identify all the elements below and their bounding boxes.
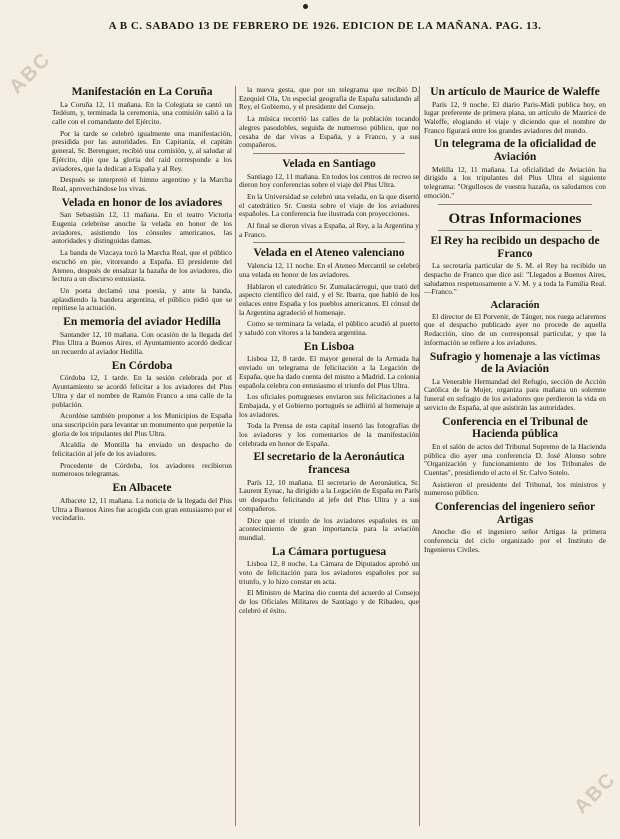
headline: Aclaración [490,300,540,312]
paragraph: Asistieron el presidente del Tribunal, los ministros y numeroso público. [424,479,606,498]
column-1 [52,86,232,831]
paragraph: París 12, 10 mañana. El secretario de Aeronáutica, Sr. Laurent Eynac, ha dirigido a la Legación de España en París un despacho felicitando al jefe del Plus Ultra y a sus compañeros. [239,477,419,513]
paragraph: La Venerable Hermandad del Refugio, sección de Acción Católica de la Mujer, organiza para mañana un solemne funeral en sufragio de los aviadores que perdieron la vida en servicio de España, al que asistirán las autoridades. [424,376,606,412]
paragraph: Lisboa 12, 8 noche. La Cámara de Diputados aprobó un voto de felicitación para los aviadores españoles por su triunfo, y lo hizo constar en acta. [239,559,419,586]
paragraph: La Coruña 12, 11 mañana. En la Colegiata se cantó un Tedéum, y, terminada la ceremonia, una comisión salió a la calle con el comandante del Ejército. [52,99,232,127]
section-headline: Otras Informaciones [448,210,582,227]
headline: Conferencia en el Tribunal de Hacienda pública [442,415,588,441]
paragraph: La banda de Vizcaya tocó la Marcha Real, que el público escuchó en pie, vitoreando a España. El presidente del Ateneo, después de ensalzar la hazaña de los aviadores, dio lectura a un discurso entusiasta. [52,248,232,284]
paragraph: Valencia 12, 11 noche. En el Ateneo Mercantil se celebró una velada en honor de los aviadores. [239,261,419,279]
headline: El Rey ha recibido un despacho de Franco [430,235,600,260]
paragraph: Acordóse también proponer a los Municipios de España una suscripción para levantar un monumento que perpetúe la gloria de los tripulantes del Plus Ultra. [52,411,232,438]
paragraph: Un poeta declamó una poesía, y ante la banda, aplaudiendo la bandera argentina, el público pidió que se repitiese la actuación. [52,285,232,313]
paragraph: Alcaldía de Montilla ha enviado un despacho de felicitación al jefe de los aviadores. [52,440,232,459]
headline: El secretario de la Aeronáutica francesa [253,451,405,477]
column-rule [235,86,236,826]
headline: Un telegrama de la oficialidad de Aviación [434,138,596,164]
paragraph: Melilla 12, 11 mañana. La oficialidad de Aviación ha dirigido a los tripulantes del Plus Ultra el siguiente telegrama: "Orgullosos de vuestra hazaña, os saludamos con emoción." [424,164,606,200]
paragraph: Hablaron el catedrático Sr. Zumalacárregui, que trató del aspecto científico del raid, y el Sr. Ibarra, que habló de los enlaces entre España y los pueblos americanos. El cónsul de la Argentina agradeció el homenaje. [239,281,419,317]
paragraph: Como se terminara la velada, el público acudió al puerto y saludó con vítores a la bandera argentina. [239,319,419,338]
paragraph: Albacete 12, 11 mañana. La noticia de la llegada del Plus Ultra a Buenos Aires fue acogida con gran entusiasmo por el vecindario. [52,495,232,523]
column-2 [239,86,419,831]
paragraph: Al final se dieron vivas a España, al Rey, a la Argentina y a Franco. [239,221,419,239]
watermark-top-left: ABC [5,47,56,99]
paragraph: Lisboa 12, 8 tarde. El mayor general de la Armada ha enviado un telegrama de felicitación a la Legación de España, que ha dado cuenta del mismo a Madrid. La colonia española celebra con entusiasmo el triunfo del Plus Ultra. [239,354,419,390]
headline: Velada en el Ateneo valenciano [253,247,405,260]
separator [438,204,592,205]
page-header: A B C. SABADO 13 DE FEBRERO DE 1926. EDICION DE LA MAÑANA. PAG. 13. [108,20,542,32]
headline: Velada en Santiago [282,157,376,170]
separator [253,153,405,154]
paragraph: Santiago 12, 11 mañana. En todos los centros de recreo se dieron hoy conferencias sobre el viaje del Plus Ultra. [239,171,419,190]
paragraph: El Ministro de Marina dio cuenta del acuerdo al Consejo de los Oficiales Militares de Santiago y de Ribadeo, que celebró el éxito. [239,588,419,615]
printer-dot [303,4,308,9]
separator [253,242,405,243]
headline: En Lisboa [303,340,355,353]
headline: Manifestación en La Coruña [71,86,213,98]
column-3 [424,86,606,831]
separator [438,230,592,231]
paragraph: Córdoba 12, 1 tarde. En la sesión celebrada por el Ayuntamiento se acordó felicitar a los aviadores del Plus Ultra y dar el nombre de Ramón Franco a una calle de la población. [52,373,232,409]
paragraph: Anoche dio el ingeniero señor Artigas la primera conferencia del ciclo organizado por el Instituto de Ingenieros Civiles. [424,527,606,554]
headline: En Córdoba [111,359,173,372]
paragraph: San Sebastián 12, 11 mañana. En el teatro Victoria Eugenia celebróse anoche la velada en honor de los aviadores, asistiendo los cónsules americanos, las autoridades y distinguidas damas. [52,210,232,246]
paragraph: En el salón de actos del Tribunal Supremo de la Hacienda pública dio ayer una conferencia D. José Alonso sobre "Organización y funcionamiento de los Tribunales de Cuentas", presidiendo el acto el Sr. Calvo Sotelo. [424,441,606,477]
headline: Velada en honor de los aviadores [61,196,223,209]
paragraph: la nueva gesta, que por un telegrama que recibió D. Ezequiel Ola, Un especial geografía de España saludando al Rey, el Gobierno, y el presidente del Consejo. [239,86,419,112]
headline: En memoria del aviador Hedilla [63,316,221,329]
paragraph: París 12, 9 noche. El diario Paris-Midi publica hoy, en lugar preferente de primera plana, un artículo de Maurice de Waleffe, elogiando el viaje y diciendo que el nombre de Franco figurará entre los grandes aviadores del mundo. [424,99,606,135]
paragraph: En la Universidad se celebró una velada, en la que disertó el catedrático Sr. Cuesta sobre el viaje de los aviadores españoles. La conferencia fue ilustrada con proyecciones. [239,191,419,219]
paragraph: Después se interpretó el himno argentino y la Marcha Real, aprovechándose los vivas. [52,175,232,193]
headline: En Albacete [112,482,172,495]
paragraph: El director de El Porvenir, de Tánger, nos ruega aclaremos que el despacho publicado ayer no procede de aquella Redacción, sino de un corresponsal particular, y que la información se refiere a los aviadores. [424,311,606,347]
headline: Un artículo de Maurice de Waleffe [430,86,600,98]
paragraph: Por la tarde se celebró igualmente una manifestación, presidida por las autoridades. En Capitanía, el capitán general, Sr. Berenguer, recibió una comisión, y, al saludar al Ejército, dijo que la gloria del raid corresponde a los aviadores, que la dedican a España y al Rey. [52,128,232,173]
paragraph: Los oficiales portugueses enviaron sus felicitaciones a la Embajada, y el Gobierno portugués se adhirió al homenaje a los aviadores. [239,392,419,419]
headline: Sufragio y homenaje a las víctimas de la Aviación [429,350,601,376]
paragraph: La música recorrió las calles de la población tocando alegres pasodobles, seguida de numeroso público, que no cesaba de dar vivas a España, y a Franco, y a sus compañeros. [239,114,419,150]
headline: La Cámara portuguesa [271,545,387,558]
paragraph: Santander 12, 10 mañana. Con ocasión de la llegada del Plus Ultra a Buenos Aires, el Ayuntamiento acordó dedicar un recuerdo al aviador Hedilla. [52,329,232,357]
paragraph: Dice que el triunfo de los aviadores españoles es un acontecimiento de gran importancia para la aviación mundial. [239,515,419,542]
paragraph: Procedente de Córdoba, los aviadores recibieron numerosos telegramas. [52,460,232,479]
headline: Conferencias del ingeniero señor Artigas [434,501,596,526]
paragraph: Toda la Prensa de esta capital insertó las fotografías de los aviadores y los comentarios de la manifestación celebrada en honor de España. [239,421,419,448]
watermark-bottom-right: ABC [569,767,620,819]
paragraph: La secretaría particular de S. M. el Rey ha recibido un despacho de Franco que dice así: "Llegados a Buenos Aires, saludamos respetuosamente a V. M. y a toda la Familia Real.—Franco." [424,261,606,297]
column-rule [419,86,420,826]
